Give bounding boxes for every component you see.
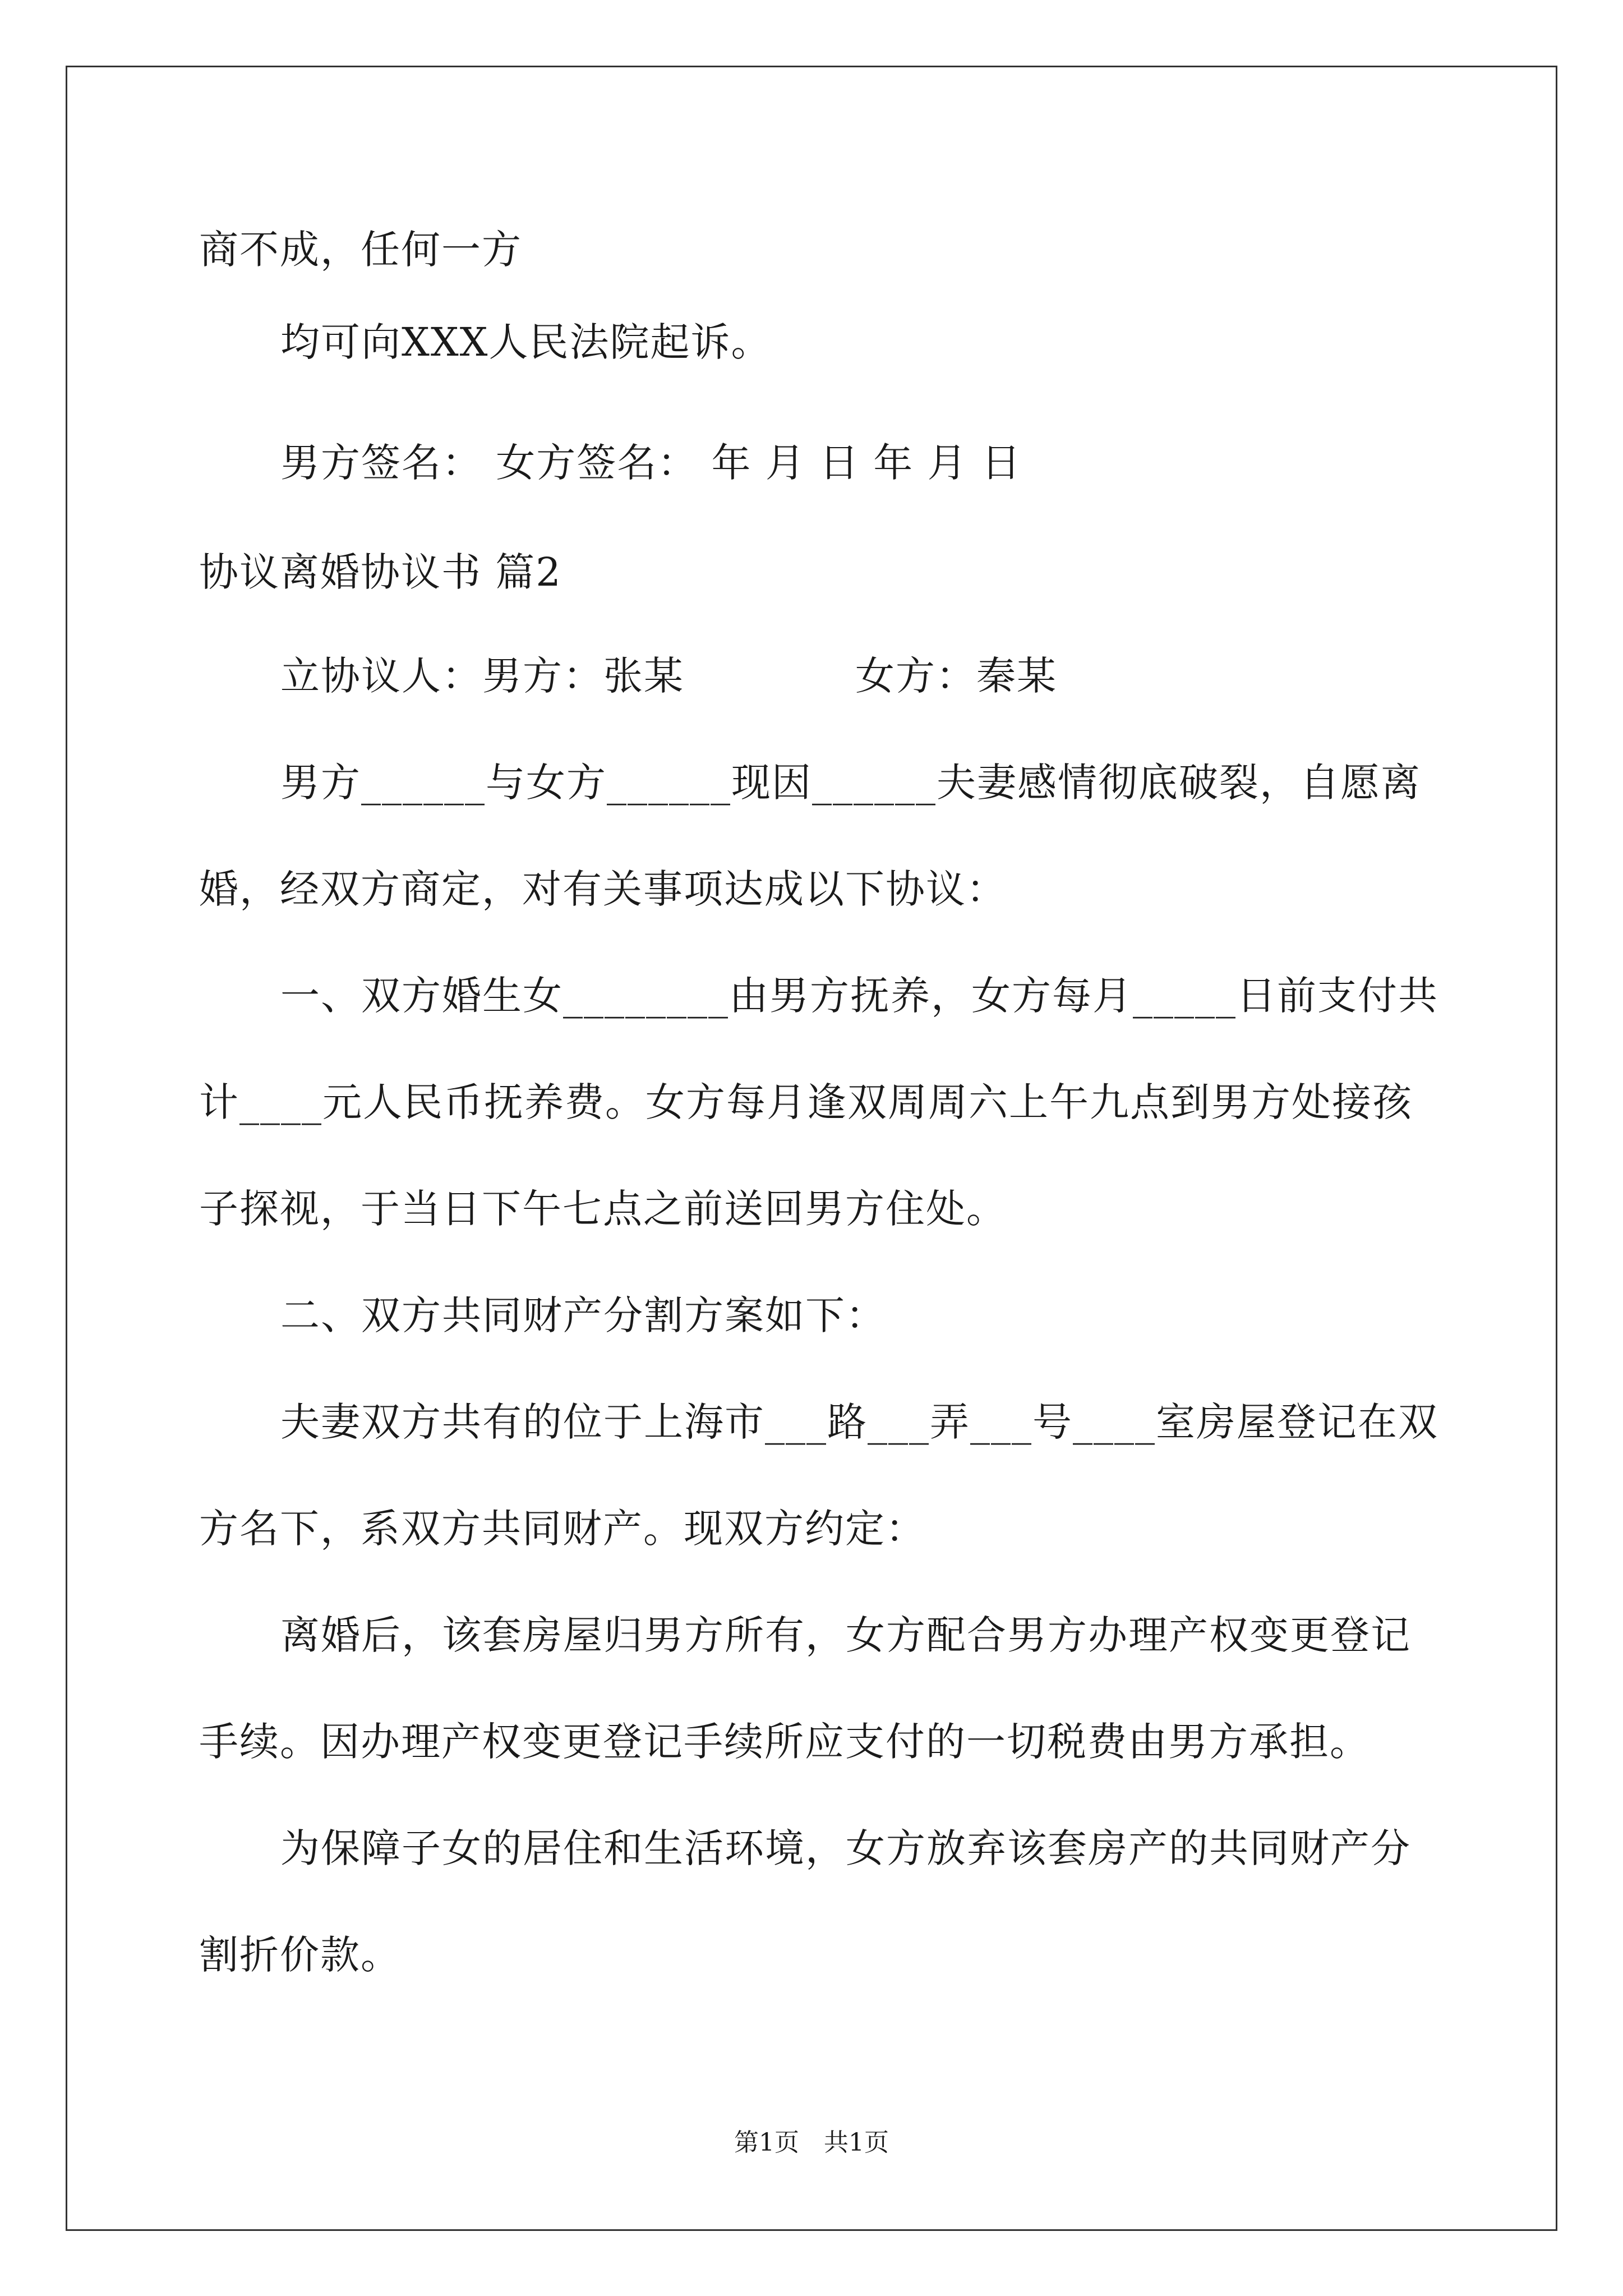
page-number: 第1页 <box>734 2128 799 2157</box>
text-line: 离婚后，该套房屋归男方所有，女方配合男方办理产权变更登记 <box>280 1612 1411 1658</box>
text-line: 方名下，系双方共同财产。现双方约定： <box>199 1506 926 1552</box>
section-heading: 协议离婚协议书 篇2 <box>199 549 562 595</box>
text-line: 一、双方婚生女________由男方抚养，女方每月_____日前支付共 <box>280 973 1438 1019</box>
party-male: 立协议人：男方：张某 <box>280 653 684 699</box>
text-line: 割折价款。 <box>199 1932 401 1978</box>
page-footer <box>0 2126 1623 2160</box>
text-line: 子探视，于当日下午七点之前送回男方住处。 <box>199 1186 1007 1232</box>
party-female: 女方：秦某 <box>855 653 1057 699</box>
text-line: 计____元人民币抚养费。女方每月逢双周周六上午九点到男方处接孩 <box>199 1079 1413 1125</box>
text-line: 二、双方共同财产分割方案如下： <box>280 1292 886 1338</box>
text-line: 婚，经双方商定，对有关事项达成以下协议： <box>199 866 1007 912</box>
text-line: 男方______与女方______现因______夫妻感情彻底破裂，自愿离 <box>280 760 1421 806</box>
text-line: 均可向XXX人民法院起诉。 <box>280 319 772 365</box>
page-total: 共1页 <box>824 2128 889 2157</box>
text-line: 商不成，任何一方 <box>199 227 522 273</box>
text-line: 为保障子女的居住和生活环境，女方放弃该套房产的共同财产分 <box>280 1825 1411 1871</box>
text-line: 夫妻双方共有的位于上海市___路___弄___号____室房屋登记在双 <box>280 1399 1438 1445</box>
signature-line: 男方签名： 女方签名： 年 月 日 年 月 日 <box>280 440 1022 486</box>
text-line: 手续。因办理产权变更登记手续所应支付的一切税费由男方承担。 <box>199 1719 1370 1765</box>
page-border <box>66 66 1557 2231</box>
